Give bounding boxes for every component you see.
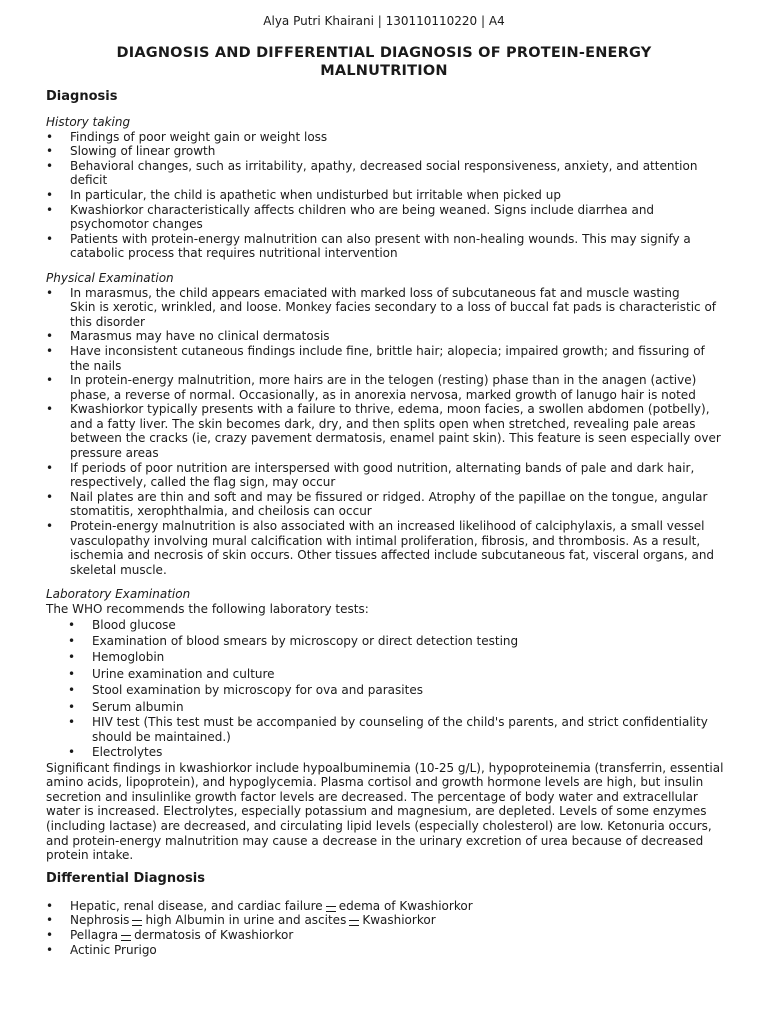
- physical-examination-label: Physical Examination: [46, 270, 174, 285]
- list-item: • Marasmus may have no clinical dermatosis: [46, 329, 726, 344]
- list-item: • Serum albumin: [46, 699, 726, 715]
- list-item: • Kwashiorkor characteristically affects children who are being weaned. Signs include diarrhea and psychomotor changes: [46, 203, 726, 232]
- marasmus-text: • In marasmus, the child appears emaciated with marked loss of subcutaneous fat and muscle wasting: [70, 285, 680, 300]
- list-item-text: Hepatic, renal disease, and cardiac failure: [70, 898, 323, 913]
- diagnosis-heading: Diagnosis: [46, 89, 118, 104]
- list-item: • Electrolytes: [46, 744, 726, 760]
- list-item: • HIV test (This test must be accompanied by counseling of the child's parents, and strict confidentiality should be maintained.): [46, 715, 726, 744]
- list-item: • Blood glucose: [46, 617, 726, 633]
- laboratory-examination-label: Laboratory Examination: [46, 587, 191, 602]
- list-item-text: Nephrosis: [70, 913, 130, 928]
- list-item-text: edema of Kwashiorkor: [338, 898, 473, 913]
- marasmus-continuation: Skin is xerotic, wrinkled, and loose. Monkey facies secondary to a loss of buccal fat pads is characteristic of this disorder: [70, 300, 717, 329]
- list-item: • Patients with protein-energy malnutrition can also present with non-healing wounds. This may signify a catabolic process that requires nutritional intervention: [46, 232, 726, 261]
- implies-arrow-icon: [132, 920, 142, 926]
- differential-diagnosis-heading: Differential Diagnosis: [46, 870, 205, 886]
- list-item: • Stool examination by microscopy for ova and parasites: [46, 682, 726, 698]
- list-item: • Kwashiorkor typically presents with a failure to thrive, edema, moon facies, a swollen abdomen (potbelly), and a fatty liver. The skin becomes dark, dry, and then splits open when stretched, revealing pale areas between the cracks (ie, crazy pavement dermatosis, enamel paint skin). This feature is seen especially over pressure areas: [46, 402, 726, 460]
- list-item: • Behavioral changes, such as irritability, apathy, decreased social responsiveness, anxiety, and attention deficit: [46, 159, 726, 188]
- implies-arrow-icon: [349, 920, 359, 926]
- list-item: [46, 913, 726, 928]
- document-body: [46, 89, 726, 957]
- list-item: [46, 899, 726, 914]
- list-item: • In particular, the child is apathetic when undisturbed but irritable when picked up: [46, 188, 726, 203]
- list-item: • If periods of poor nutrition are interspersed with good nutrition, alternating bands of pale and dark hair, respectively, called the flag sign, may occur: [46, 461, 726, 490]
- physical-examination-list: [46, 286, 726, 578]
- implies-arrow-icon: [326, 906, 336, 912]
- page-title: [0, 44, 768, 80]
- differential-diagnosis-list: [46, 899, 726, 957]
- page-header: Alya Putri Khairani | 130110110220 | A4: [263, 14, 505, 28]
- list-item: • Nail plates are thin and soft and may be fissured or ridged. Atrophy of the papillae on the tongue, angular stomatitis, xerophthalmia, and cheilosis can occur: [46, 490, 726, 519]
- list-item: • Findings of poor weight gain or weight loss: [46, 130, 726, 145]
- list-item: • In protein-energy malnutrition, more hairs are in the telogen (resting) phase than in the anagen (active) phase, a reverse of normal. Occasionally, as in anorexia nervosa, marked growth of lanugo hair is noted: [46, 373, 726, 402]
- list-item-text: dermatosis of Kwashiorkor: [134, 927, 294, 942]
- list-item-text: Kwashiorkor: [362, 913, 436, 928]
- list-item: [46, 928, 726, 943]
- list-item: • Have inconsistent cutaneous findings include fine, brittle hair; alopecia; impaired growth; and fissuring of the nails: [46, 344, 726, 373]
- title-line-2: MALNUTRITION: [320, 63, 448, 79]
- laboratory-tests-list: [46, 617, 726, 761]
- laboratory-intro: The WHO recommends the following laboratory tests:: [46, 602, 369, 616]
- history-taking-list: [46, 130, 726, 261]
- laboratory-findings: Significant findings in kwashiorkor include hypoalbuminemia (10-25 g/L), hypoproteinemia (transferrin, essential amino acids, lipoprotein), and hypoglycemia. Plasma cortisol and growth hormone levels are high, but insulin secretion and insulinlike growth factor levels are decreased. The percentage of body water and extracellular water is increased. Electrolytes, especially potassium and magnesium, are depleted. Levels of some enzymes (including lactase) are decreased, and circulating lipid levels (especially cholesterol) are low. Ketonuria occurs, and protein-energy malnutrition may cause a decrease in the urinary excretion of urea because of decreased protein intake.: [46, 760, 724, 863]
- list-item-text: Pellagra: [70, 927, 119, 942]
- title-line-1: DIAGNOSIS AND DIFFERENTIAL DIAGNOSIS OF PROTEIN-ENERGY: [116, 45, 652, 61]
- list-item: • Hemoglobin: [46, 649, 726, 665]
- list-item: • Actinic Prurigo: [46, 943, 726, 958]
- history-taking-label: History taking: [46, 115, 131, 129]
- list-item: • Urine examination and culture: [46, 666, 726, 682]
- list-item-text: high Albumin in urine and ascites: [145, 913, 347, 928]
- list-item: • Slowing of linear growth: [46, 144, 726, 159]
- implies-arrow-icon: [121, 935, 131, 941]
- list-item: • Examination of blood smears by microscopy or direct detection testing: [46, 633, 726, 649]
- list-item: • Protein-energy malnutrition is also associated with an increased likelihood of calciphylaxis, a small vessel vasculopathy involving mural calcification with intimal proliferation, fibrosis, and thrombosis. As a result, ischemia and necrosis of skin occurs. Other tissues affected include subcutaneous fat, visceral organs, and skeletal muscle.: [46, 519, 726, 577]
- list-item: [46, 286, 726, 330]
